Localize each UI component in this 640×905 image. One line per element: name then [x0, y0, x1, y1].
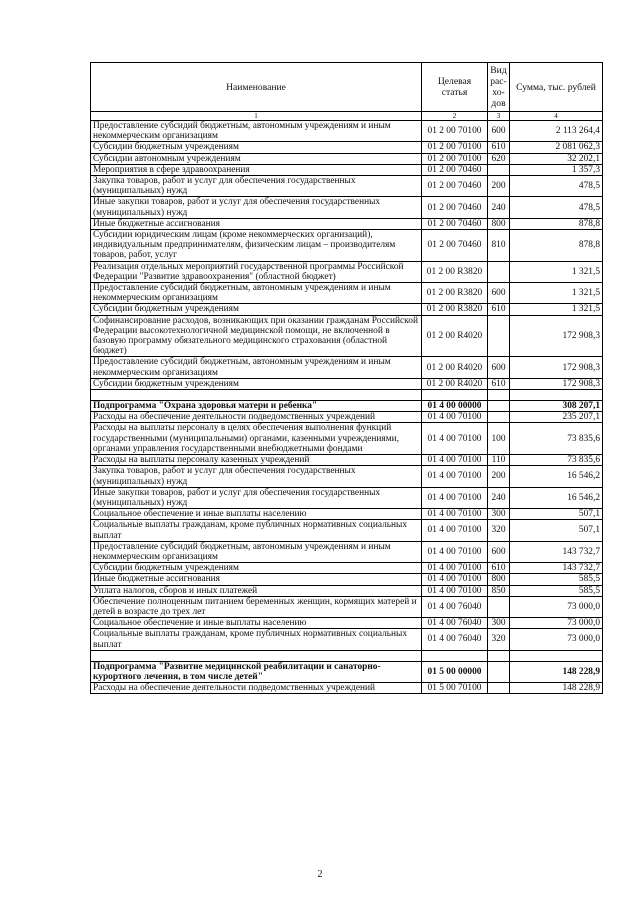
table-header-row: [91, 63, 603, 112]
spacer-row: [91, 650, 603, 661]
amount-cell: 2 113 264,4: [510, 121, 603, 142]
table-row: [91, 283, 603, 304]
table-row: [91, 218, 603, 229]
amount-cell: 73 835,6: [510, 455, 603, 466]
amount-cell: 2 081 062,3: [510, 142, 603, 153]
header-sum: Сумма, тыс. рублей: [510, 63, 603, 112]
target-article-cell: 01 2 00 R4020: [422, 315, 488, 357]
item-name-cell: Предоставление субсидий бюджетным, автономным учреждениям и иным некоммерческим организациям: [91, 121, 422, 142]
target-article-cell: 01 2 00 R4020: [422, 378, 488, 389]
target-article-cell: 01 2 00 70100: [422, 153, 488, 164]
header-code: Целевая статья: [422, 63, 488, 112]
item-name-cell: Расходы на обеспечение деятельности подведомственных учреждений: [91, 683, 422, 694]
item-name-cell: Социальное обеспечение и иные выплаты населению: [91, 618, 422, 629]
table-row: [91, 574, 603, 585]
table-row: [91, 315, 603, 357]
amount-cell: 308 207,1: [510, 401, 603, 412]
expense-type-cell: 300: [488, 618, 510, 629]
amount-cell: 16 546,2: [510, 487, 603, 508]
expense-type-cell: 240: [488, 197, 510, 218]
amount-cell: 73 835,6: [510, 423, 603, 455]
amount-cell: 32 202,1: [510, 153, 603, 164]
column-number: 2: [422, 112, 488, 121]
amount-cell: 507,1: [510, 509, 603, 520]
item-name-cell: Софинансирование расходов, возникающих при оказании гражданам Российской Федерации высокотехнологичной медицинской помощи, не включенной в базовую программу обязательного медицинского страхования (областной бюджет): [91, 315, 422, 357]
amount-cell: 878,8: [510, 230, 603, 262]
expense-type-cell: 850: [488, 585, 510, 596]
column-number: 4: [510, 112, 603, 121]
item-name-cell: Субсидии бюджетным учреждениям: [91, 563, 422, 574]
table-row: [91, 412, 603, 423]
target-article-cell: 01 4 00 70100: [422, 423, 488, 455]
table-row: [91, 261, 603, 282]
expense-type-cell: 320: [488, 520, 510, 541]
amount-cell: 1 321,5: [510, 283, 603, 304]
expense-type-cell: 610: [488, 563, 510, 574]
item-name-cell: Уплата налогов, сборов и иных платежей: [91, 585, 422, 596]
table-row: [91, 230, 603, 262]
expense-type-cell: 110: [488, 455, 510, 466]
table-row: [91, 197, 603, 218]
item-name-cell: Расходы на выплаты персоналу в целях обеспечения выполнения функций государственными (муниципальными) органами, казенными учреждениями, органами управления государственными внебюджетными фондами: [91, 423, 422, 455]
item-name-cell: Расходы на обеспечение деятельности подведомственных учреждений: [91, 412, 422, 423]
expense-type-cell: 200: [488, 176, 510, 197]
target-article-cell: 01 2 00 70100: [422, 121, 488, 142]
expense-type-cell: 620: [488, 153, 510, 164]
item-name-cell: Иные закупки товаров, работ и услуг для обеспечения государственных (муниципальных) нужд: [91, 487, 422, 508]
item-name-cell: Субсидии бюджетным учреждениям: [91, 142, 422, 153]
item-name-cell: Закупка товаров, работ и услуг для обеспечения государственных (муниципальных) нужд: [91, 466, 422, 487]
expense-type-cell: [488, 596, 510, 617]
target-article-cell: 01 2 00 70460: [422, 230, 488, 262]
expense-type-cell: 100: [488, 423, 510, 455]
empty-cell: [422, 390, 488, 401]
expense-type-cell: 600: [488, 121, 510, 142]
item-name-cell: Иные бюджетные ассигнования: [91, 218, 422, 229]
table-row: [91, 357, 603, 378]
table-body: [91, 121, 603, 694]
table-row: [91, 455, 603, 466]
amount-cell: 235 207,1: [510, 412, 603, 423]
empty-cell: [488, 390, 510, 401]
expense-type-cell: [488, 315, 510, 357]
target-article-cell: 01 4 00 70100: [422, 574, 488, 585]
empty-cell: [91, 650, 422, 661]
item-name-cell: Иные бюджетные ассигнования: [91, 574, 422, 585]
item-name-cell: Социальные выплаты гражданам, кроме публичных нормативных социальных выплат: [91, 629, 422, 650]
item-name-cell: Реализация отдельных мероприятий государственной программы Российской Федерации "Развитие здравоохранения" (областной бюджет): [91, 261, 422, 282]
empty-cell: [510, 390, 603, 401]
amount-cell: 478,5: [510, 176, 603, 197]
subprogram-row: [91, 401, 603, 412]
target-article-cell: 01 2 00 R3820: [422, 304, 488, 315]
table-row: [91, 585, 603, 596]
amount-cell: 478,5: [510, 197, 603, 218]
item-name-cell: Предоставление субсидий бюджетным, автономным учреждениям и иным некоммерческим организациям: [91, 357, 422, 378]
target-article-cell: 01 4 00 70100: [422, 487, 488, 508]
table-row: [91, 596, 603, 617]
expense-type-cell: [488, 261, 510, 282]
target-article-cell: 01 4 00 70100: [422, 585, 488, 596]
amount-cell: 585,5: [510, 585, 603, 596]
table-row: [91, 563, 603, 574]
table-row: [91, 164, 603, 175]
target-article-cell: 01 4 00 70100: [422, 541, 488, 562]
table-row: [91, 629, 603, 650]
table-row: [91, 618, 603, 629]
item-name-cell: Социальные выплаты гражданам, кроме публичных нормативных социальных выплат: [91, 520, 422, 541]
expense-type-cell: [488, 401, 510, 412]
item-name-cell: Субсидии юридическим лицам (кроме некоммерческих организаций), индивидуальным предпринимателям, физическим лицам – производителям товаров, работ, услуг: [91, 230, 422, 262]
amount-cell: 143 732,7: [510, 563, 603, 574]
expense-type-cell: 300: [488, 509, 510, 520]
target-article-cell: 01 4 00 70100: [422, 520, 488, 541]
target-article-cell: 01 2 00 R4020: [422, 357, 488, 378]
amount-cell: 16 546,2: [510, 466, 603, 487]
amount-cell: 507,1: [510, 520, 603, 541]
item-name-cell: Подпрограмма "Охрана здоровья матери и ребенка": [91, 401, 422, 412]
expense-type-cell: 600: [488, 283, 510, 304]
table-row: [91, 142, 603, 153]
item-name-cell: Субсидии бюджетным учреждениям: [91, 378, 422, 389]
target-article-cell: 01 2 00 70460: [422, 197, 488, 218]
expense-type-cell: [488, 164, 510, 175]
header-kind: Вид рас- хо- дов: [488, 63, 510, 112]
table-row: [91, 683, 603, 694]
page-number: 2: [317, 869, 323, 880]
item-name-cell: Социальное обеспечение и иные выплаты населению: [91, 509, 422, 520]
amount-cell: 148 228,9: [510, 683, 603, 694]
table-row: [91, 487, 603, 508]
item-name-cell: Субсидии автономным учреждениям: [91, 153, 422, 164]
table-row: [91, 520, 603, 541]
expense-type-cell: [488, 661, 510, 682]
table-row: [91, 541, 603, 562]
amount-cell: 172 908,3: [510, 315, 603, 357]
expense-type-cell: [488, 683, 510, 694]
amount-cell: 878,8: [510, 218, 603, 229]
item-name-cell: Субсидии бюджетным учреждениям: [91, 304, 422, 315]
table-row: [91, 153, 603, 164]
expense-type-cell: 610: [488, 142, 510, 153]
empty-cell: [91, 390, 422, 401]
expense-type-cell: 610: [488, 378, 510, 389]
expense-type-cell: 320: [488, 629, 510, 650]
empty-cell: [488, 650, 510, 661]
spacer-row: [91, 390, 603, 401]
expense-type-cell: 800: [488, 218, 510, 229]
amount-cell: 172 908,3: [510, 357, 603, 378]
table-row: [91, 466, 603, 487]
column-number: 3: [488, 112, 510, 121]
target-article-cell: 01 2 00 70460: [422, 218, 488, 229]
expense-type-cell: 610: [488, 304, 510, 315]
target-article-cell: 01 4 00 76040: [422, 596, 488, 617]
item-name-cell: Закупка товаров, работ и услуг для обеспечения государственных (муниципальных) нужд: [91, 176, 422, 197]
table-row: [91, 423, 603, 455]
expense-type-cell: 800: [488, 574, 510, 585]
expense-type-cell: 240: [488, 487, 510, 508]
target-article-cell: 01 4 00 76040: [422, 618, 488, 629]
item-name-cell: Предоставление субсидий бюджетным, автономным учреждениям и иным некоммерческим организациям: [91, 541, 422, 562]
target-article-cell: 01 2 00 70100: [422, 142, 488, 153]
amount-cell: 172 908,3: [510, 378, 603, 389]
item-name-cell: Обеспечение полноценным питанием беременных женщин, кормящих матерей и детей в возрасте до трех лет: [91, 596, 422, 617]
expense-type-cell: [488, 412, 510, 423]
target-article-cell: 01 4 00 00000: [422, 401, 488, 412]
target-article-cell: 01 4 00 76040: [422, 629, 488, 650]
expense-type-cell: 600: [488, 541, 510, 562]
item-name-cell: Мероприятия в сфере здравоохранения: [91, 164, 422, 175]
amount-cell: 1 321,5: [510, 304, 603, 315]
item-name-cell: Предоставление субсидий бюджетным, автономным учреждениям и иным некоммерческим организациям: [91, 283, 422, 304]
subprogram-row: [91, 661, 603, 682]
target-article-cell: 01 5 00 00000: [422, 661, 488, 682]
empty-cell: [422, 650, 488, 661]
target-article-cell: 01 2 00 R3820: [422, 261, 488, 282]
amount-cell: 148 228,9: [510, 661, 603, 682]
expense-type-cell: 600: [488, 357, 510, 378]
header-name: Наименование: [91, 63, 422, 112]
target-article-cell: 01 4 00 70100: [422, 466, 488, 487]
target-article-cell: 01 4 00 70100: [422, 412, 488, 423]
amount-cell: 73 000,0: [510, 596, 603, 617]
item-name-cell: Иные закупки товаров, работ и услуг для обеспечения государственных (муниципальных) нужд: [91, 197, 422, 218]
target-article-cell: 01 4 00 70100: [422, 509, 488, 520]
target-article-cell: 01 4 00 70100: [422, 455, 488, 466]
table-row: [91, 509, 603, 520]
budget-table: [90, 62, 603, 694]
table-row: [91, 304, 603, 315]
empty-cell: [510, 650, 603, 661]
amount-cell: 1 321,5: [510, 261, 603, 282]
table-row: [91, 176, 603, 197]
item-name-cell: Расходы на выплаты персоналу казенных учреждений: [91, 455, 422, 466]
amount-cell: 73 000,0: [510, 629, 603, 650]
amount-cell: 143 732,7: [510, 541, 603, 562]
target-article-cell: 01 5 00 70100: [422, 683, 488, 694]
target-article-cell: 01 4 00 70100: [422, 563, 488, 574]
expense-type-cell: 200: [488, 466, 510, 487]
target-article-cell: 01 2 00 R3820: [422, 283, 488, 304]
amount-cell: 585,5: [510, 574, 603, 585]
amount-cell: 1 357,3: [510, 164, 603, 175]
amount-cell: 73 000,0: [510, 618, 603, 629]
column-number-row: [91, 112, 603, 121]
expense-type-cell: 810: [488, 230, 510, 262]
target-article-cell: 01 2 00 70460: [422, 164, 488, 175]
item-name-cell: Подпрограмма "Развитие медицинской реабилитации и санаторно-курортного лечения, в том числе детей": [91, 661, 422, 682]
table-row: [91, 378, 603, 389]
table-row: [91, 121, 603, 142]
target-article-cell: 01 2 00 70460: [422, 176, 488, 197]
column-number: 1: [91, 112, 422, 121]
